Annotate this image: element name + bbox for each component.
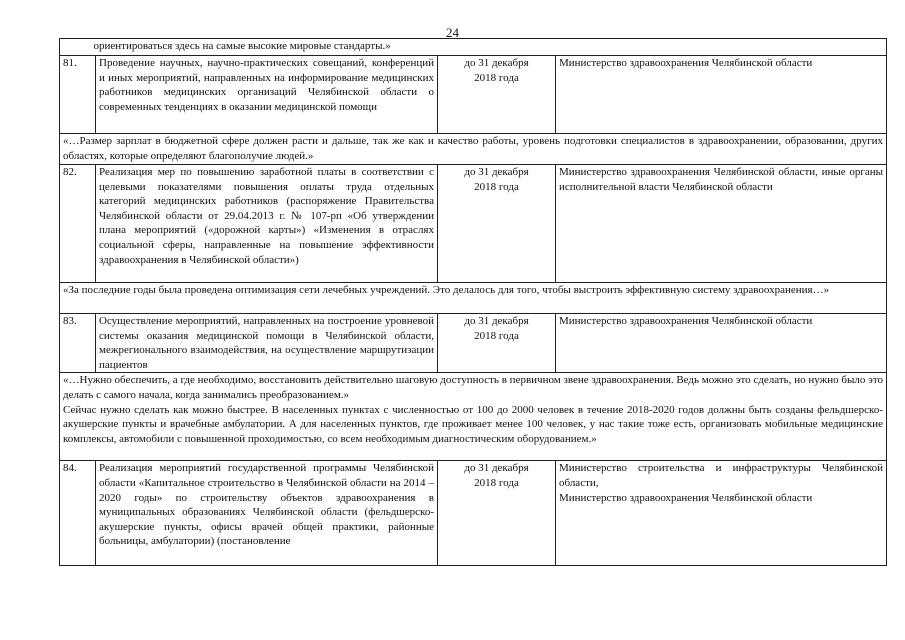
table-row-82	[60, 165, 887, 283]
quote-row	[60, 134, 887, 165]
row-responsible	[556, 314, 887, 373]
quote-text: «…Нужно обеспечить, а где необходимо, восстановить действительно шаговую доступность в первичном звене здравоохранения. Ведь можно это сделать, но нужно было это делать с самого начала, когда занимались преобразованием.»	[63, 374, 883, 401]
quote-text: ориентироваться здесь на самые высокие мировые стандарты.»	[93, 40, 391, 52]
row-number: 81.	[60, 56, 96, 134]
row-term: до 31 декабря 2018 года	[438, 56, 556, 134]
table-row-81	[60, 56, 887, 134]
row-number: 83.	[60, 314, 96, 373]
quote-row	[60, 39, 887, 56]
quote-row	[60, 373, 887, 461]
row-term: до 31 декабря 2018 года	[438, 165, 556, 283]
quote-text: «За последние годы была проведена оптимизация сети лечебных учреждений. Это делалось для того, чтобы выстроить эффективную систему здравоохранения…»	[60, 283, 887, 314]
row-description: Реализация мероприятий государственной программы Челябинской области «Капитальное строительство в Челябинской области на 2014 – 2020 годы» по строительству объектов здравоохранения в муниципальных образованиях Челябинской области (фельдшерско-акушерские пункты, офисы врачей общей практики, районные больницы, амбулатории) (постановление	[96, 461, 438, 566]
row-description: Осуществление мероприятий, направленных на построение уровневой системы оказания медицинской помощи в Челябинской области, межрегионального взаимодействия, на осуществление маршрутизации пациентов	[96, 314, 438, 373]
row-responsible	[556, 56, 887, 134]
row-number: 82.	[60, 165, 96, 283]
row-description: Проведение научных, научно-практических совещаний, конференций и иных мероприятий, направленных на информирование медицинских работников медицинских организаций Челябинской области о современных тенденциях в оказании медицинской помощи	[96, 56, 438, 134]
table-row-83	[60, 314, 887, 373]
measures-table	[59, 38, 887, 566]
responsible-line: Министерство строительства и инфраструктуры Челябинской области,	[559, 462, 883, 489]
row-term: до 31 декабря 2018 года	[438, 314, 556, 373]
quote-text: Сейчас нужно сделать как можно быстрее. В населенных пунктах с численностью от 100 до 2000 человек в течение 2018-2020 годов должны быть созданы фельдшерско-акушерские пункты и врачебные амбулатории. А для населенных пунктов, где проживает менее 100 человек, у нас такие тоже есть, организовать мобильные медицинские комплексы, автомобили с повышенной проходимостью, со всем необходимым диагностическим оборудованием.»	[63, 403, 883, 445]
responsible-line: Министерство здравоохранения Челябинской области	[559, 315, 813, 327]
row-description: Реализация мер по повышению заработной платы в соответствии с целевыми показателями повышения оплаты труда отдельных категорий медицинских работников (распоряжение Правительства Челябинской области от 29.04.2013 г. № 107-рп «Об утверждении плана мероприятий («дорожной карты») «Изменения в отраслях социальной сферы, направленные на повышение эффективности здравоохранения в Челябинской области»)	[96, 165, 438, 283]
responsible-line: Министерство здравоохранения Челябинской области	[559, 491, 813, 504]
row-number: 84.	[60, 461, 96, 566]
table-row-84	[60, 461, 887, 566]
quote-row	[60, 283, 887, 314]
row-responsible	[556, 165, 887, 283]
row-term: до 31 декабря 2018 года	[438, 461, 556, 566]
responsible-line: Министерство здравоохранения Челябинской области, иные органы исполнительной власти Челябинской области	[559, 166, 883, 193]
quote-text: «…Размер зарплат в бюджетной сфере должен расти и дальше, так же как и качество работы, уровень подготовки специалистов в здравоохранении, образовании, других областях, которые определяют благополучие людей.»	[60, 134, 887, 165]
row-responsible	[556, 461, 887, 566]
responsible-line: Министерство здравоохранения Челябинской области	[559, 57, 813, 69]
page-number: 24	[446, 25, 459, 40]
